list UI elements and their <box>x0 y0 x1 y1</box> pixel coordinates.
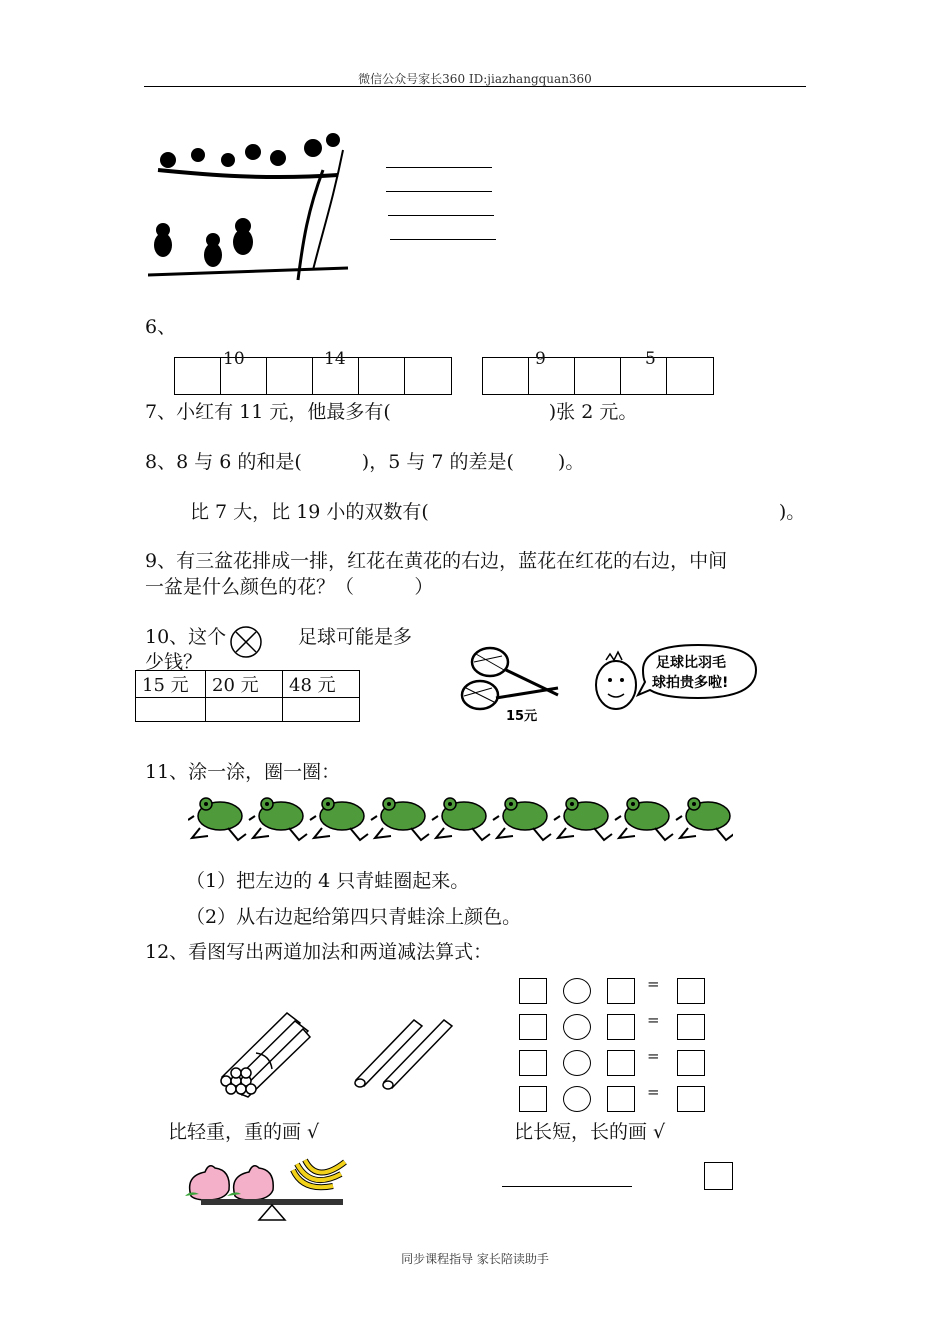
price-row <box>136 671 360 698</box>
box-number: 5 <box>645 349 656 369</box>
equation-grid <box>519 975 709 1116</box>
operator-circle[interactable] <box>563 1014 591 1040</box>
number-box[interactable] <box>358 357 405 395</box>
number-box[interactable] <box>482 357 529 395</box>
answer-line[interactable] <box>386 191 492 192</box>
box-number: 14 <box>324 349 346 369</box>
frog-icon[interactable] <box>249 798 307 840</box>
q7-suffix: )张 2 元。 <box>548 401 638 423</box>
q7-question <box>145 397 637 424</box>
frog-icon[interactable] <box>554 798 612 840</box>
frog-icon[interactable] <box>188 798 246 840</box>
frogs-row <box>188 790 733 850</box>
length-compare-label: 比长短，长的画 √ <box>514 1121 666 1143</box>
equals-sign: = <box>647 1083 660 1101</box>
answer-box[interactable] <box>677 1014 705 1040</box>
answer-cell[interactable] <box>206 698 283 722</box>
frog-icon[interactable] <box>615 798 673 840</box>
q6-left-boxes <box>174 349 452 395</box>
price-cell: 15 元 <box>136 671 206 698</box>
number-box[interactable] <box>666 357 714 395</box>
page-header: 微信公众号家长360 ID:jiazhangquan360 <box>358 72 592 86</box>
q10-label-a: 10、这个 <box>145 626 227 648</box>
answer-box[interactable] <box>607 1014 635 1040</box>
q10-label-c: 少钱？ <box>145 651 203 673</box>
equals-sign: = <box>647 1011 660 1029</box>
q9-line1: 9、有三盆花排成一排，红花在黄花的右边，蓝花在红花的右边，中间 <box>145 550 728 572</box>
answer-cell[interactable] <box>283 698 360 722</box>
frog-icon[interactable] <box>676 798 733 840</box>
bubble-line1: 足球比羽毛 <box>656 655 726 671</box>
answer-line[interactable] <box>386 167 492 168</box>
q7-prefix: 7、小红有 11 元，他最多有( <box>145 401 391 423</box>
price-cell: 48 元 <box>283 671 360 698</box>
length-check-box[interactable] <box>704 1162 733 1190</box>
badminton-rackets-image <box>458 640 568 725</box>
page-footer: 同步课程指导 家长陪读助手 <box>401 1252 549 1266</box>
q6-label: 6、 <box>145 316 177 338</box>
operator-circle[interactable] <box>563 978 591 1004</box>
q8-line1 <box>145 447 584 474</box>
answer-box[interactable] <box>677 1050 705 1076</box>
q12-title: 12、看图写出两道加法和两道减法算式： <box>145 941 493 963</box>
q8-text-d: 比 7 大，比 19 小的双数有( <box>190 501 429 523</box>
two-sticks-image <box>352 1012 462 1092</box>
q10-label-b: 足球可能是多 <box>298 626 413 648</box>
operator-circle[interactable] <box>563 1086 591 1112</box>
number-box[interactable] <box>174 357 221 395</box>
answer-box[interactable] <box>519 1086 547 1112</box>
answer-box[interactable] <box>519 1050 547 1076</box>
frog-icon[interactable] <box>432 798 490 840</box>
q8-text-b: )，5 与 7 的差是( <box>361 451 514 473</box>
q11-sub1: （1）把左边的 4 只青蛙圈起来。 <box>186 870 470 892</box>
answer-box[interactable] <box>607 978 635 1004</box>
box-number: 10 <box>223 349 245 369</box>
q8-text-a: 8、8 与 6 的和是( <box>145 451 302 473</box>
number-box[interactable] <box>404 357 452 395</box>
speaking-ball-image <box>588 640 758 720</box>
number-box <box>620 357 667 395</box>
balance-scale-image <box>185 1152 350 1224</box>
q9-line2: 一盆是什么颜色的花？（ ） <box>145 576 434 598</box>
answer-line[interactable] <box>390 239 496 240</box>
operator-circle[interactable] <box>563 1050 591 1076</box>
answer-box[interactable] <box>519 1014 547 1040</box>
header-rule <box>144 86 806 87</box>
answer-box[interactable] <box>519 978 547 1004</box>
frog-icon[interactable] <box>371 798 429 840</box>
number-box[interactable] <box>574 357 621 395</box>
stick-bundle-image <box>212 1005 317 1100</box>
soccer-ball-icon <box>229 625 263 659</box>
answer-line[interactable] <box>388 215 494 216</box>
racket-price-label: 15元 <box>506 709 538 724</box>
q11-sub2: （2）从右边起给第四只青蛙涂上颜色。 <box>186 906 522 928</box>
bubble-line2: 球拍贵多啦! <box>652 675 729 691</box>
frog-icon[interactable] <box>310 798 368 840</box>
equals-sign: = <box>647 1047 660 1065</box>
price-cell: 20 元 <box>206 671 283 698</box>
q11-title: 11、涂一涂，圈一圈： <box>145 761 341 783</box>
answer-cell[interactable] <box>136 698 206 722</box>
q8-text-c: )。 <box>557 451 585 473</box>
price-table <box>135 670 360 722</box>
number-box[interactable] <box>266 357 313 395</box>
equals-sign: = <box>647 975 660 993</box>
q8-text-e: )。 <box>778 501 806 523</box>
answer-box[interactable] <box>677 1086 705 1112</box>
answer-box[interactable] <box>607 1050 635 1076</box>
q6-right-boxes <box>482 349 714 395</box>
q8-line2 <box>190 497 805 524</box>
frog-icon[interactable] <box>493 798 551 840</box>
answer-box[interactable] <box>607 1086 635 1112</box>
weight-compare-label: 比轻重，重的画 √ <box>168 1121 320 1143</box>
length-line <box>502 1186 632 1187</box>
monkey-tree-illustration <box>148 130 358 285</box>
box-number: 9 <box>535 349 546 369</box>
answer-box[interactable] <box>677 978 705 1004</box>
answer-row <box>136 698 360 722</box>
